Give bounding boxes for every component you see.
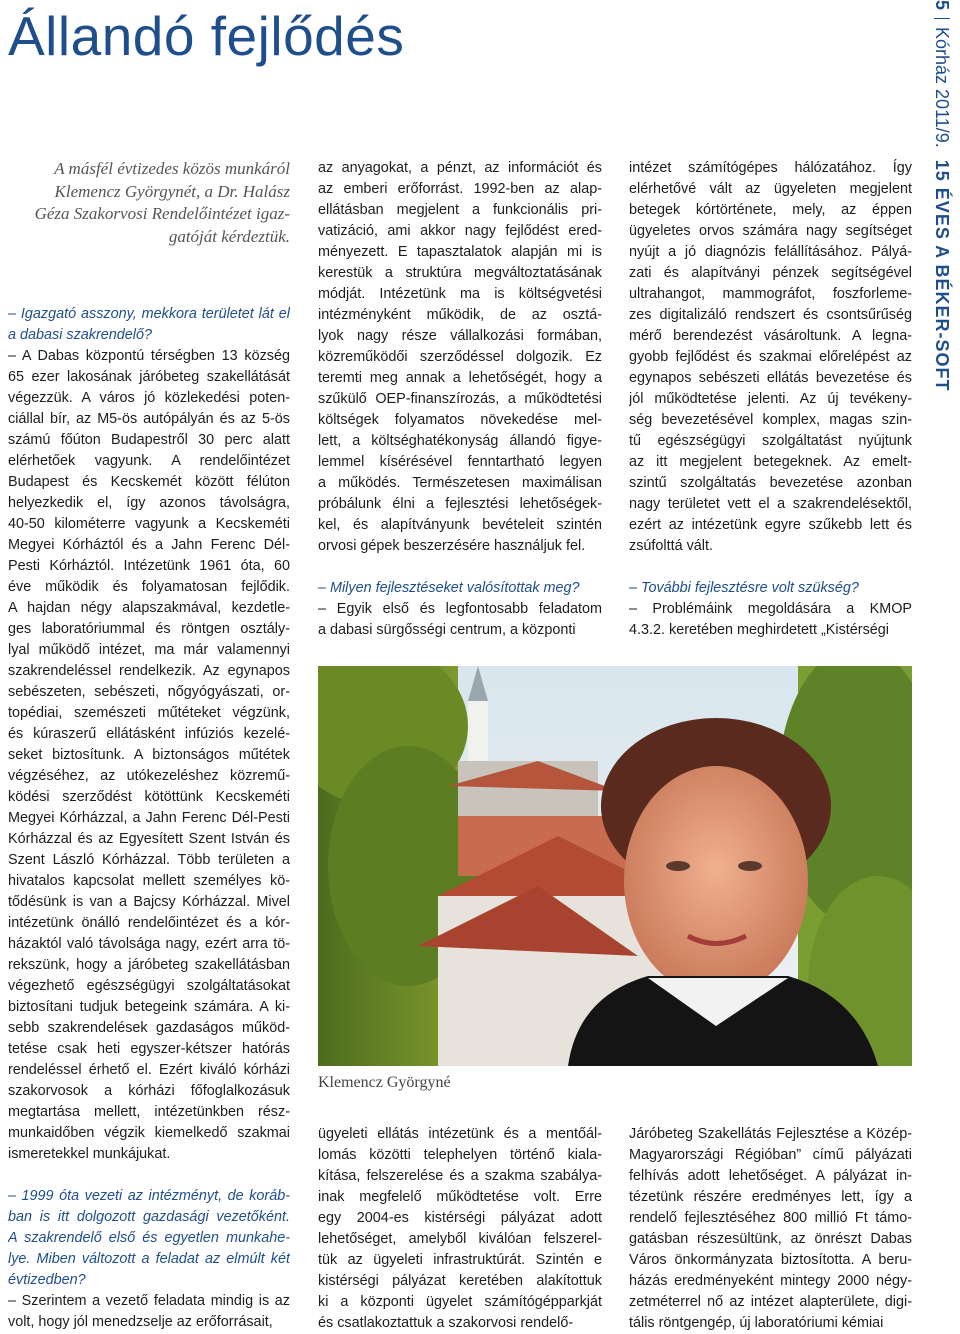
text-line: a működés. Természetesen maximálisan — [318, 475, 602, 491]
text-line: gatóját kérdeztük. — [168, 226, 290, 246]
text-line: kel, és alapítványunk bevételeit szintén — [318, 517, 602, 533]
text-line: 65 ezer lakosának járóbeteg szakellátását — [8, 369, 290, 385]
text-line: próbálunk élni a fejlesztési lehetőségek- — [318, 496, 602, 512]
text-line: mérő berendezést vásároltunk. A legna- — [629, 328, 912, 344]
text-line: lomás közötti telephelyen történő kiala- — [318, 1147, 602, 1163]
text-line: ges laboratóriummal és röntgen osztály- — [8, 621, 290, 637]
text-line: – A Dabas központú térségben 13 község — [8, 348, 290, 364]
column-2-text — [318, 158, 602, 557]
text-line: lemmel kísérésével fenntartható legyen — [318, 454, 602, 470]
text-line: Szent László Kórházzal. Több területen a — [8, 852, 290, 868]
text-line: ködési szerződést kötöttünk Kecskeméti — [8, 789, 290, 805]
text-line: az emberi erőforrást. 1992-ben az alap- — [318, 181, 602, 197]
text-line: közreműködői szerződéssel dolgozik. Ez — [318, 349, 602, 365]
column-3-bottom-text — [629, 1124, 912, 1334]
text-line: egynapos sebészeti ellátás bevezetése és — [629, 370, 912, 386]
text-line: ügyeletes orvos számára nagy segítséget — [629, 223, 912, 239]
text-line: 4.3.2. keretében meghirdetett „Kistérségi — [629, 622, 889, 638]
text-line: az anyagokat, a pénzt, az információt és — [318, 160, 602, 176]
text-line: topédiai, szemészeti műtéteket végzünk, — [8, 705, 290, 721]
text-line: a dabasi sürgősségi centrum, a központi — [318, 622, 576, 638]
text-line: – 1999 óta vezeti az intézményt, de koráb- — [8, 1188, 290, 1204]
text-line: Város önkormányzata biztosította. A beru- — [629, 1252, 912, 1268]
question-2 — [8, 1186, 290, 1291]
text-line: éve működik és folyamatosan fejlődik. — [8, 579, 290, 595]
text-line: ciállal bír, az M5-ös autópályán és az 5-ös — [8, 411, 290, 427]
text-line: lyok nagy része vállalkozási formában, — [318, 328, 602, 344]
text-line: kistérségi pályázat keretében alakítottuk — [318, 1273, 602, 1289]
text-line: végezzük. A város jó közlekedési poten- — [8, 390, 290, 406]
text-line: kerestük a struktúra megváltoztatásának — [318, 265, 602, 281]
text-line: Megyei Kórháztól és a Jahn Ferenc Dél- — [8, 537, 290, 553]
text-line: tük az ügyeleti infrastruktúrát. Szintén e — [318, 1252, 602, 1268]
text-line: Géza Szakorvosi Rendelőintézet igaz- — [34, 204, 290, 223]
text-line: sebb szakrendelések gazdaságos működ- — [8, 1020, 290, 1036]
text-line: ki a központi ügyelet számítógépparkját — [318, 1294, 602, 1310]
text-line: nagy területet vett el a szakrendelésektől, — [629, 496, 912, 512]
text-line: helyezkedik el, így azonos távolságra, — [8, 495, 290, 511]
text-line: tődésünk is van a Bajcsy Kórházzal. Mivel — [8, 894, 290, 910]
text-line: ismeretekkel munkájukat. — [8, 1146, 171, 1162]
text-line: hivatalos kapcsolat mellett személyes kö- — [8, 873, 290, 889]
text-line: seket biztosítunk. A biztonságos műtétek — [8, 747, 290, 763]
text-line: ügyeleti ellátás intézetünk és a mentőál- — [318, 1126, 602, 1142]
answer-4 — [629, 599, 912, 641]
text-line: betegek kórtörténete, mely, az éppen — [629, 202, 912, 218]
text-line: intézményként működik, de az osztá- — [318, 307, 602, 323]
text-line: végzéséhez, az utókezeléshez közremű- — [8, 768, 290, 784]
text-line: A másfél évtizedes közös munkáról — [54, 159, 290, 178]
text-line: – További fejlesztésre volt szükség? — [629, 580, 859, 596]
text-line: ményezett. E tapasztalatok alapján mi is — [318, 244, 602, 260]
text-line: lyal működő intézet, ma már valamennyi — [8, 642, 290, 658]
page-number: 5 — [932, 0, 952, 11]
answer-3 — [318, 599, 602, 641]
text-line: intézetünk önálló rendelőintézet és a kór- — [8, 915, 290, 931]
text-line: zsúfolttá vált. — [629, 538, 713, 554]
text-line: felhívás adott lehetőséget. A pályázat in- — [629, 1168, 912, 1184]
text-line: szakrendeléssel rendelkezik. Az egynapos — [8, 663, 290, 679]
answer-2 — [8, 1291, 290, 1333]
text-line: Járóbeteg Szakellátás Fejlesztése a Közép- — [629, 1126, 912, 1142]
text-line: a dabasi szakrendelő? — [8, 327, 153, 343]
text-line: tális röntgengép, új laboratóriumi kémiai — [629, 1315, 884, 1331]
text-line: az itt megjelent betegeknek. Az emelt- — [629, 454, 912, 470]
text-line: elérhetővé vált az ügyeleten megjelent — [629, 181, 912, 197]
text-line: házás eredményeként mintegy 2000 négy- — [629, 1273, 912, 1289]
portrait-photo — [318, 666, 912, 1066]
text-line: lett, a költséghatékonyság állandó figye- — [318, 433, 602, 449]
text-line: számú főúton Budapestről 30 perc alatt — [8, 432, 290, 448]
text-line: lehetőséget, amelyből kiválóan felszerel- — [318, 1231, 602, 1247]
text-line: ellátásban megjelent a funkcionális pri- — [318, 202, 602, 218]
text-line: tetése csak heti egyszer-kétszer hatórás — [8, 1041, 290, 1057]
text-line: módját. Intézetünk ma is költségvetési — [318, 286, 602, 302]
text-line: ultrahangot, mammográfot, foszforleme- — [629, 286, 912, 302]
text-line: ség bevezetésével komplex, magas szin- — [629, 412, 912, 428]
text-line: Magyarországi Régióban” című pályázati — [629, 1147, 912, 1163]
side-header — [927, 0, 957, 420]
text-line: sebészeten, sebészeti, nőgyógyászati, or- — [8, 684, 290, 700]
intro-lead — [8, 158, 290, 248]
text-line: ban is itt dolgozott gazdasági vezetőként. — [8, 1209, 290, 1225]
text-line: lye. Miben változott a feladat az elmúlt két — [8, 1251, 290, 1267]
text-line: rekszünk, hogy a járóbeteg szakellátásban — [8, 957, 290, 973]
text-line: – Szerintem a vezető feladata mindig is az — [8, 1293, 290, 1309]
section-label: 15 ÉVES A BÉKER-SOFT — [932, 159, 952, 392]
photo-caption: Klemencz Györgyné — [318, 1074, 451, 1091]
text-line: 40-50 kilométerre vagyunk a Kecskeméti — [8, 516, 290, 532]
text-line: – Milyen fejlesztéseket valósítottak meg? — [318, 580, 580, 596]
text-line: költségek folyamatos növekedése mel- — [318, 412, 602, 428]
text-line: gatásban részesültünk, az önrészt Dabas — [629, 1231, 912, 1247]
text-line: gyobb fejlődést és szakmai előrelépést az — [629, 349, 912, 365]
text-line: kítása, felszerelése és a szakma szabálya- — [318, 1168, 602, 1184]
text-line: megtartása mellett, intézetünkben rész- — [8, 1104, 290, 1120]
question-1 — [8, 304, 290, 346]
text-line: intézet számítógépes hálózatához. Így — [629, 160, 912, 176]
text-line: Klemencz Györgynét, a Dr. Halász — [54, 181, 290, 201]
question-3 — [318, 578, 602, 599]
text-line: – Problémáink megoldására a KMOP — [629, 601, 912, 617]
text-line: nyújt a jó diagnózis felállításához. Pályá- — [629, 244, 912, 260]
text-line: elérhetőek vagyunk. A rendelőintézet — [8, 453, 290, 469]
text-line: – Egyik első és legfontosabb feladatom — [318, 601, 602, 617]
text-line: végezhető egészségügyi szolgáltatásokat — [8, 978, 290, 994]
text-line: vatizáció, ami akkor nagy fejlődést ered- — [318, 223, 602, 239]
question-4 — [629, 578, 912, 599]
text-line: évtizedben? — [8, 1272, 86, 1288]
text-line: munkaidőben végzik kiemelkedő szakmai — [8, 1125, 290, 1141]
text-line: teremti meg annak a lehetőségét, hogy a — [318, 370, 602, 386]
publication-label: Kórház 2011/9. — [932, 27, 952, 148]
text-line: tű egészségügyi szolgáltatást nyújtunk — [629, 433, 912, 449]
text-line: tézetünk részére eredményes lett, így a — [629, 1189, 912, 1205]
text-line: szakorvosok a kórházi főfoglalkozásuk — [8, 1083, 290, 1099]
text-line: Megyei Kórházzal, a Jahn Ferenc Dél-Pesti — [8, 810, 290, 826]
text-line: szűkülő OEP-finanszírozás, a működtetési — [318, 391, 602, 407]
text-line: szintű szolgáltatás bevezetése azonban — [629, 475, 912, 491]
text-line: ezért az intézetünk egyre szűkebb lett és — [629, 517, 912, 533]
article-title: Állandó fejlődés — [8, 5, 405, 67]
text-line: Pesti Kórháztól. Intézetünk 1961 óta, 60 — [8, 558, 290, 574]
text-line: volt, hogy jól menedzselje az erőforrásait, — [8, 1314, 273, 1330]
text-line: A hajdan négy alapszakmával, kezdetle- — [8, 600, 290, 616]
text-line: Budapest és Kecskemét között félúton — [8, 474, 290, 490]
text-line: és kúraszerű ellátásként infúziós kezelé- — [8, 726, 290, 742]
text-line: és csatlakoztattuk a szakorvosi rendelő- — [318, 1315, 574, 1331]
text-line: zes digitalizáló rendszert és csontsűrűség — [629, 307, 912, 323]
text-line: egy 2004-es kistérségi pályázat adott — [318, 1210, 602, 1226]
column-3-text — [629, 158, 912, 557]
text-line: – Igazgató asszony, mekkora területet lát el — [8, 306, 290, 322]
column-2-bottom-text — [318, 1124, 602, 1334]
text-line: biztosítani tudjuk betegeink számára. A ki- — [8, 999, 290, 1015]
text-line: rendelő fejlesztéséhez 800 millió Ft támo- — [629, 1210, 912, 1226]
text-line: inak megfelelő működtetése volt. Erre — [318, 1189, 602, 1205]
text-line: házaktól való távolsága nagy, ezért arra tö- — [8, 936, 290, 952]
text-line: zati és alapítványi pénzek segítségével — [629, 265, 912, 281]
text-line: rendeléssel érhető el. Ezért kiváló kórházi — [8, 1062, 290, 1078]
text-line: orvosi gépek beszerzésére használjuk fel. — [318, 538, 586, 554]
text-line: Kórházzal és az Egyesített Szent István és — [8, 831, 290, 847]
text-line: A szakrendelő első és egyetlen munkahe- — [8, 1230, 290, 1246]
text-line: jól működtetése jelenti. Az új tevékeny- — [629, 391, 912, 407]
text-line: zetméterrel nő az intézet alapterülete, digi- — [629, 1294, 912, 1310]
answer-1 — [8, 346, 290, 1165]
